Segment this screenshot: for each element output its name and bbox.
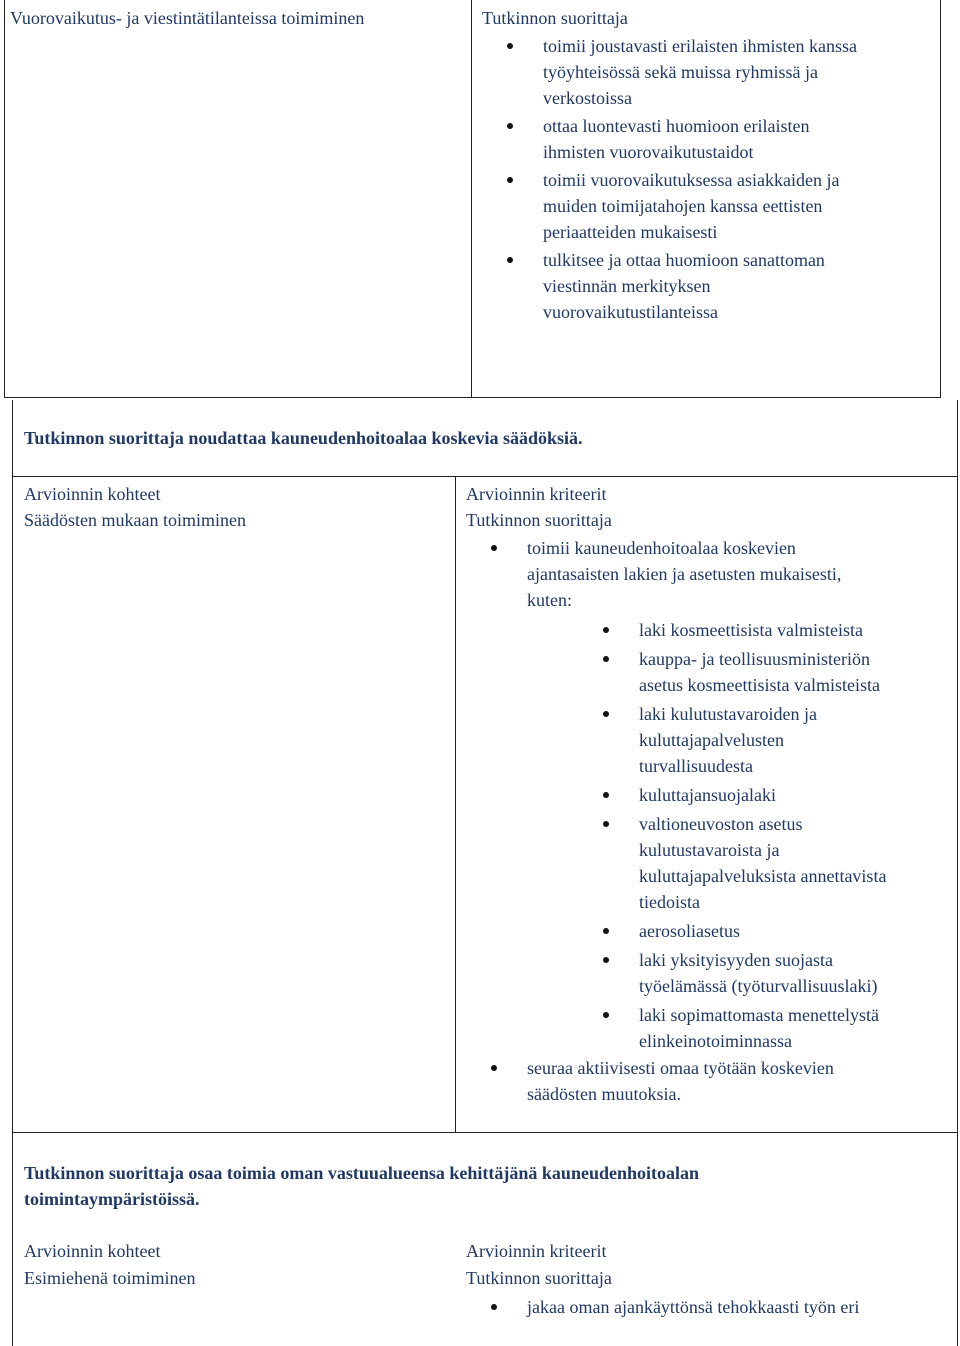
table-border xyxy=(4,0,5,398)
bullet-icon xyxy=(491,545,497,551)
column-header-criteria: Arvioinnin kriteerit xyxy=(466,1241,607,1261)
bullet-icon xyxy=(603,1012,609,1018)
column-header-targets: Arvioinnin kohteet xyxy=(24,1241,161,1261)
column-header-criteria: Arvioinnin kriteerit xyxy=(466,484,607,504)
bullet-icon xyxy=(603,627,609,633)
list-item: laki kosmeettisista valmisteista xyxy=(639,617,886,643)
list-item: valtioneuvoston asetus kulutustavaroista ja kuluttajapalveluksista annettavista tiedoista xyxy=(639,811,886,915)
bullet-icon xyxy=(507,177,513,183)
table-border xyxy=(12,1132,958,1133)
list-item: kuluttajansuojalaki xyxy=(639,782,886,808)
criteria-intro: Tutkinnon suorittaja xyxy=(466,1268,612,1288)
list-item: ottaa luontevasti huomioon erilaisten ihmisten vuorovaikutustaidot xyxy=(543,113,857,165)
list-item: tulkitsee ja ottaa huomioon sanattoman viestinnän merkityksen vuorovaikutustilanteissa xyxy=(543,247,857,325)
criteria-intro: Tutkinnon suorittaja xyxy=(482,8,628,28)
section-heading: Tutkinnon suorittaja noudattaa kauneudenhoitoalaa koskevia säädöksiä. xyxy=(24,428,583,448)
section-heading: toimintaympäristöissä. xyxy=(24,1189,200,1209)
list-item: toimii kauneudenhoitoalaa koskevien ajantasaisten lakien ja asetusten mukaisesti, kuten: xyxy=(527,535,841,613)
table-border xyxy=(957,400,958,1133)
bullet-icon xyxy=(491,1065,497,1071)
bullet-icon xyxy=(603,957,609,963)
table-border xyxy=(957,1133,958,1346)
table-border xyxy=(940,0,941,398)
table-border xyxy=(471,0,472,398)
list-item: toimii vuorovaikutuksessa asiakkaiden ja muiden toimijatahojen kanssa eettisten periaatteiden mukaisesti xyxy=(543,167,857,245)
assessment-target-label: Vuorovaikutus- ja viestintätilanteissa toimiminen xyxy=(10,8,365,28)
criteria-list xyxy=(527,535,841,613)
criteria-list xyxy=(527,1055,834,1107)
list-item: seuraa aktiivisesti omaa työtään koskevien säädösten muutoksia. xyxy=(527,1055,834,1107)
list-item: laki kulutustavaroiden ja kuluttajapalvelusten turvallisuudesta xyxy=(639,701,886,779)
bullet-icon xyxy=(507,43,513,49)
column-header-targets: Arvioinnin kohteet xyxy=(24,484,161,504)
table-border xyxy=(455,476,456,1133)
table-border xyxy=(12,476,958,477)
section-heading: Tutkinnon suorittaja osaa toimia oman vastuualueensa kehittäjänä kauneudenhoitoalan xyxy=(24,1163,699,1183)
criteria-list xyxy=(543,33,857,325)
bullet-icon xyxy=(507,123,513,129)
table-border xyxy=(12,400,13,1133)
table-border xyxy=(12,1133,13,1346)
list-item: jakaa oman ajankäyttönsä tehokkaasti työn eri xyxy=(527,1294,859,1320)
bullet-icon xyxy=(603,711,609,717)
table-border xyxy=(4,397,941,398)
list-item: laki sopimattomasta menettelystä elinkeinotoiminnassa xyxy=(639,1002,886,1054)
criteria-intro: Tutkinnon suorittaja xyxy=(466,510,612,530)
bullet-icon xyxy=(603,928,609,934)
bullet-icon xyxy=(603,656,609,662)
list-item: kauppa- ja teollisuusministeriön asetus kosmeettisista valmisteista xyxy=(639,646,886,698)
list-item: aerosoliasetus xyxy=(639,918,886,944)
criteria-list xyxy=(527,1294,859,1320)
bullet-icon xyxy=(491,1304,497,1310)
bullet-icon xyxy=(603,821,609,827)
list-item: laki yksityisyyden suojasta työelämässä (työturvallisuuslaki) xyxy=(639,947,886,999)
list-item: toimii joustavasti erilaisten ihmisten kanssa työyhteisössä sekä muissa ryhmissä ja verkostoissa xyxy=(543,33,857,111)
law-list xyxy=(639,617,886,1054)
bullet-icon xyxy=(507,257,513,263)
bullet-icon xyxy=(603,792,609,798)
assessment-target: Esimiehenä toimiminen xyxy=(24,1268,196,1288)
assessment-target: Säädösten mukaan toimiminen xyxy=(24,510,246,530)
